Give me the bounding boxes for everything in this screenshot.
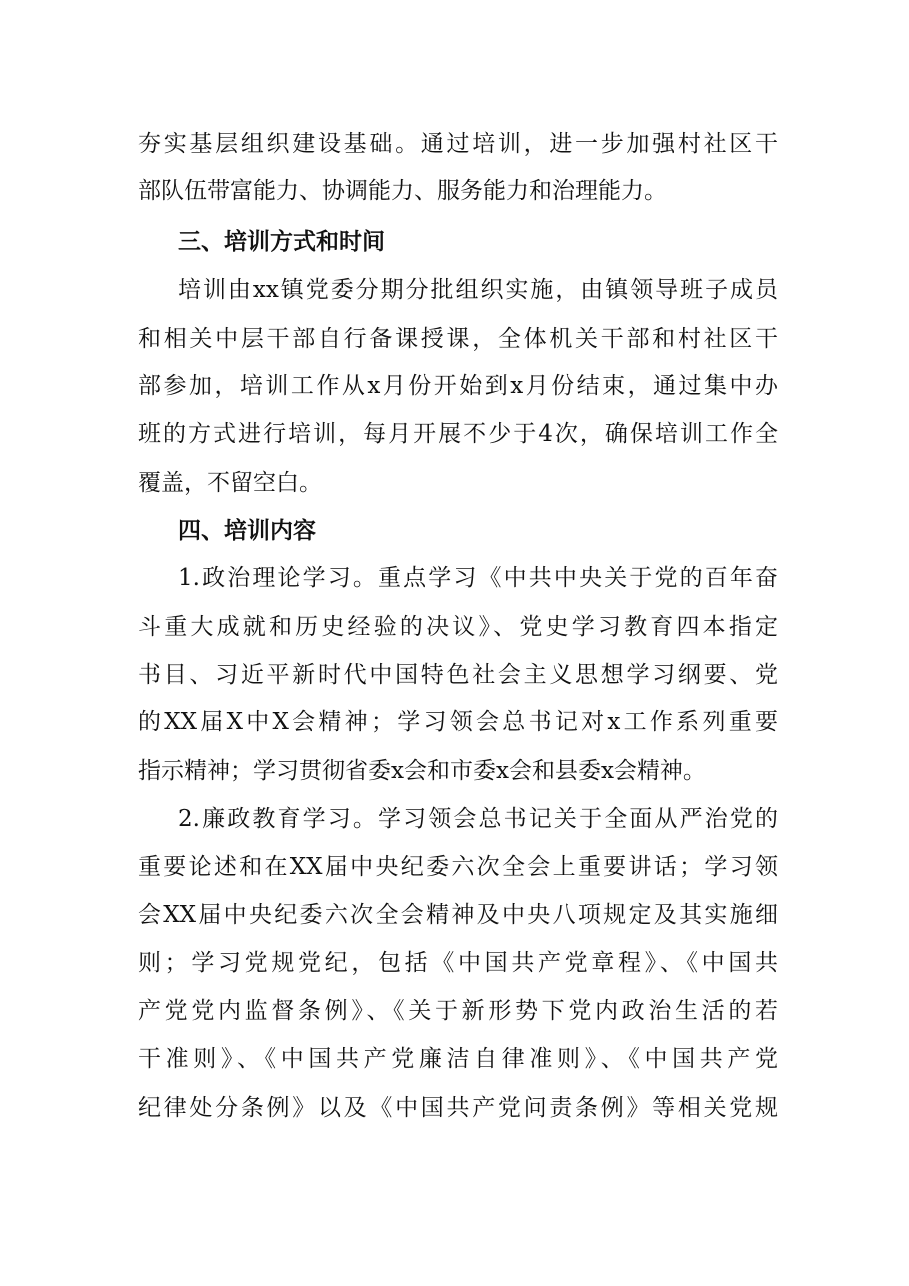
body-text-line: 和相关中层干部自行备课授课，全体机关干部和村社区干: [138, 326, 778, 352]
section-heading-4: 四、培训内容: [178, 518, 316, 544]
body-text-line: 斗重大成就和历史经验的决议》、党史学习教育四本指定: [138, 614, 778, 640]
body-text-line: 班的方式进行培训，每月开展不少于4次，确保培训工作全: [138, 421, 778, 447]
body-text-line: 夯实基层组织建设基础。通过培训，进一步加强村社区干: [138, 131, 778, 157]
body-text-line: 纪律处分条例》以及《中国共产党问责条例》等相关党规: [138, 1095, 778, 1121]
body-text-line: 产党党内监督条例》、《关于新形势下党内政治生活的若: [138, 998, 778, 1024]
body-text-line: 2.廉政教育学习。学习领会总书记关于全面从严治党的: [178, 806, 778, 832]
body-text-line: 部队伍带富能力、协调能力、服务能力和治理能力。: [138, 178, 667, 204]
body-text-line: 则；学习党规党纪，包括《中国共产党章程》、《中国共: [138, 950, 778, 976]
body-text-line: 部参加，培训工作从x月份开始到x月份结束，通过集中办: [138, 373, 778, 399]
body-text-line: 干准则》、《中国共产党廉洁自律准则》、《中国共产党: [138, 1046, 778, 1072]
body-text-line: 覆盖，不留空白。: [138, 470, 322, 496]
body-text-line: 重要论述和在XX届中央纪委六次全会上重要讲话；学习领: [138, 854, 778, 880]
body-text-line: 1.政治理论学习。重点学习《中共中央关于党的百年奋: [178, 565, 778, 591]
body-text-line: 的XX届X中X会精神；学习领会总书记对x工作系列重要: [138, 709, 778, 735]
body-text-line: 指示精神；学习贯彻省委x会和市委x会和县委x会精神。: [138, 758, 706, 784]
body-text-line: 书目、习近平新时代中国特色社会主义思想学习纲要、党: [138, 662, 778, 688]
section-heading-3: 三、培训方式和时间: [178, 229, 385, 255]
body-text-line: 会XX届中央纪委六次全会精神及中央八项规定及其实施细: [138, 902, 778, 928]
body-text-line: 培训由xx镇党委分期分批组织实施，由镇领导班子成员: [178, 277, 778, 303]
